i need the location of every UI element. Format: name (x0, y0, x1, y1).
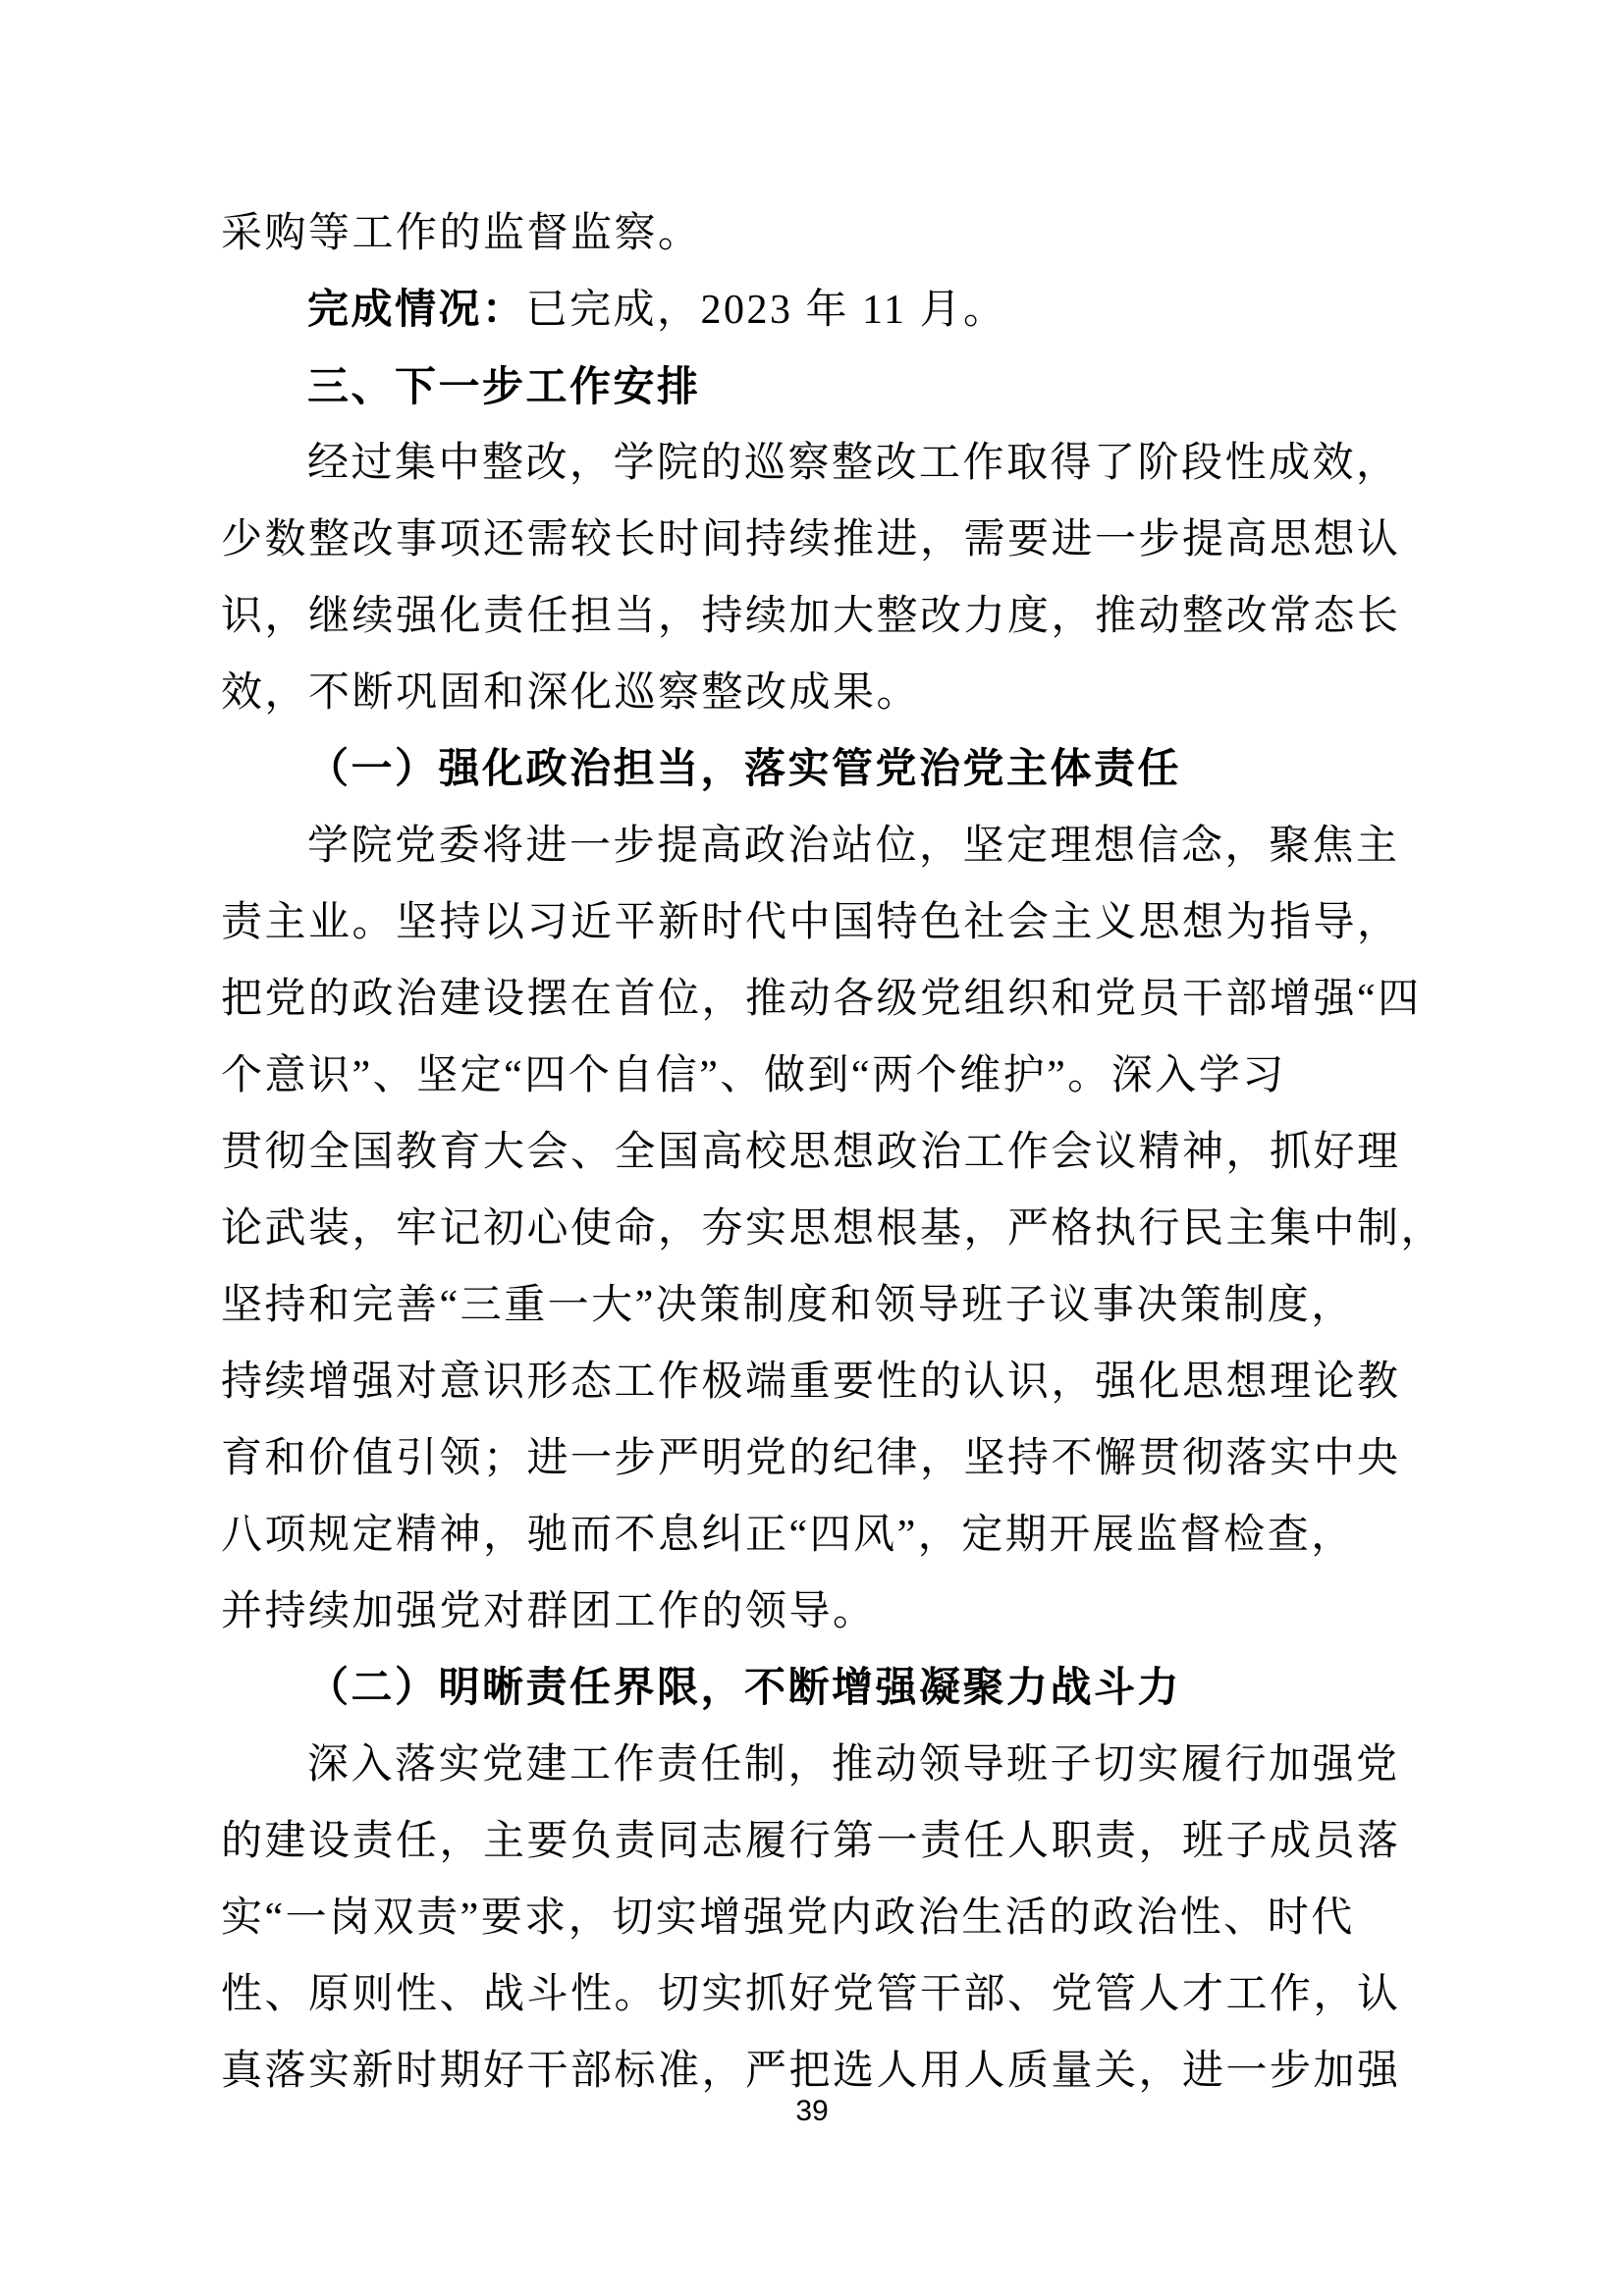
body-line: 个意识”、坚定“四个自信”、做到“两个维护”。深入学习 (221, 1053, 1286, 1098)
completion-status-value: 已完成，2023 年 11 月。 (525, 288, 1007, 333)
body-line: 贯彻全国教育大会、全国高校思想政治工作会议精神，抓好理 (221, 1130, 1401, 1175)
document-body (221, 195, 1445, 2109)
body-line: 坚持和完善“三重一大”决策制度和领导班子议事决策制度， (221, 1283, 1355, 1328)
body-line: 效，不断巩固和深化巡察整改成果。 (221, 670, 921, 716)
body-line: 识，继续强化责任担当，持续加大整改力度，推动整改常态长 (221, 594, 1401, 639)
body-line: 性、原则性、战斗性。切实抓好党管干部、党管人才工作，认 (221, 1972, 1401, 2017)
completion-status-label: 完成情况： (307, 288, 526, 333)
body-line: 采购等工作的监督监察。 (221, 211, 702, 256)
body-line: 责主业。坚持以习近平新时代中国特色社会主义思想为指导， (221, 900, 1401, 945)
body-line: 并持续加强党对群团工作的领导。 (221, 1589, 877, 1634)
body-line: 论武装，牢记初心使命，夯实思想根基，严格执行民主集中制， (221, 1206, 1445, 1252)
body-line: 实“一岗双责”要求，切实增强党内政治生活的政治性、时代 (221, 1896, 1355, 1941)
body-line: 学院党委将进一步提高政治站位，坚定理想信念，聚焦主 (307, 824, 1400, 869)
completion-status-line (221, 272, 1414, 348)
body-line: 真落实新时期好干部标准，严把选人用人质量关，进一步加强 (221, 2049, 1401, 2094)
body-line: 把党的政治建设摆在首位，推动各级党组织和党员干部增强“四 (221, 977, 1422, 1022)
section-heading-next-steps: 三、下一步工作安排 (307, 363, 701, 409)
body-line: 持续增强对意识形态工作极端重要性的认识，强化思想理论教 (221, 1360, 1401, 1405)
body-line: 少数整改事项还需较长时间持续推进，需要进一步提高思想认 (221, 517, 1401, 562)
subsection-heading-2: （二）明晰责任界限，不断增强凝聚力战斗力 (307, 1666, 1182, 1711)
page-number: 39 (795, 2095, 829, 2127)
body-line: 育和价值引领；进一步严明党的纪律，坚持不懈贯彻落实中央 (221, 1436, 1401, 1481)
body-line: 八项规定精神，驰而不息纠正“四风”，定期开展监督检查， (221, 1513, 1355, 1558)
body-line: 深入落实党建工作责任制，推动领导班子切实履行加强党 (307, 1742, 1400, 1788)
subsection-heading-1: （一）强化政治担当，落实管党治党主体责任 (307, 747, 1182, 792)
body-line: 经过集中整改，学院的巡察整改工作取得了阶段性成效， (307, 441, 1400, 486)
body-line: 的建设责任，主要负责同志履行第一责任人职责，班子成员落 (221, 1819, 1401, 1864)
